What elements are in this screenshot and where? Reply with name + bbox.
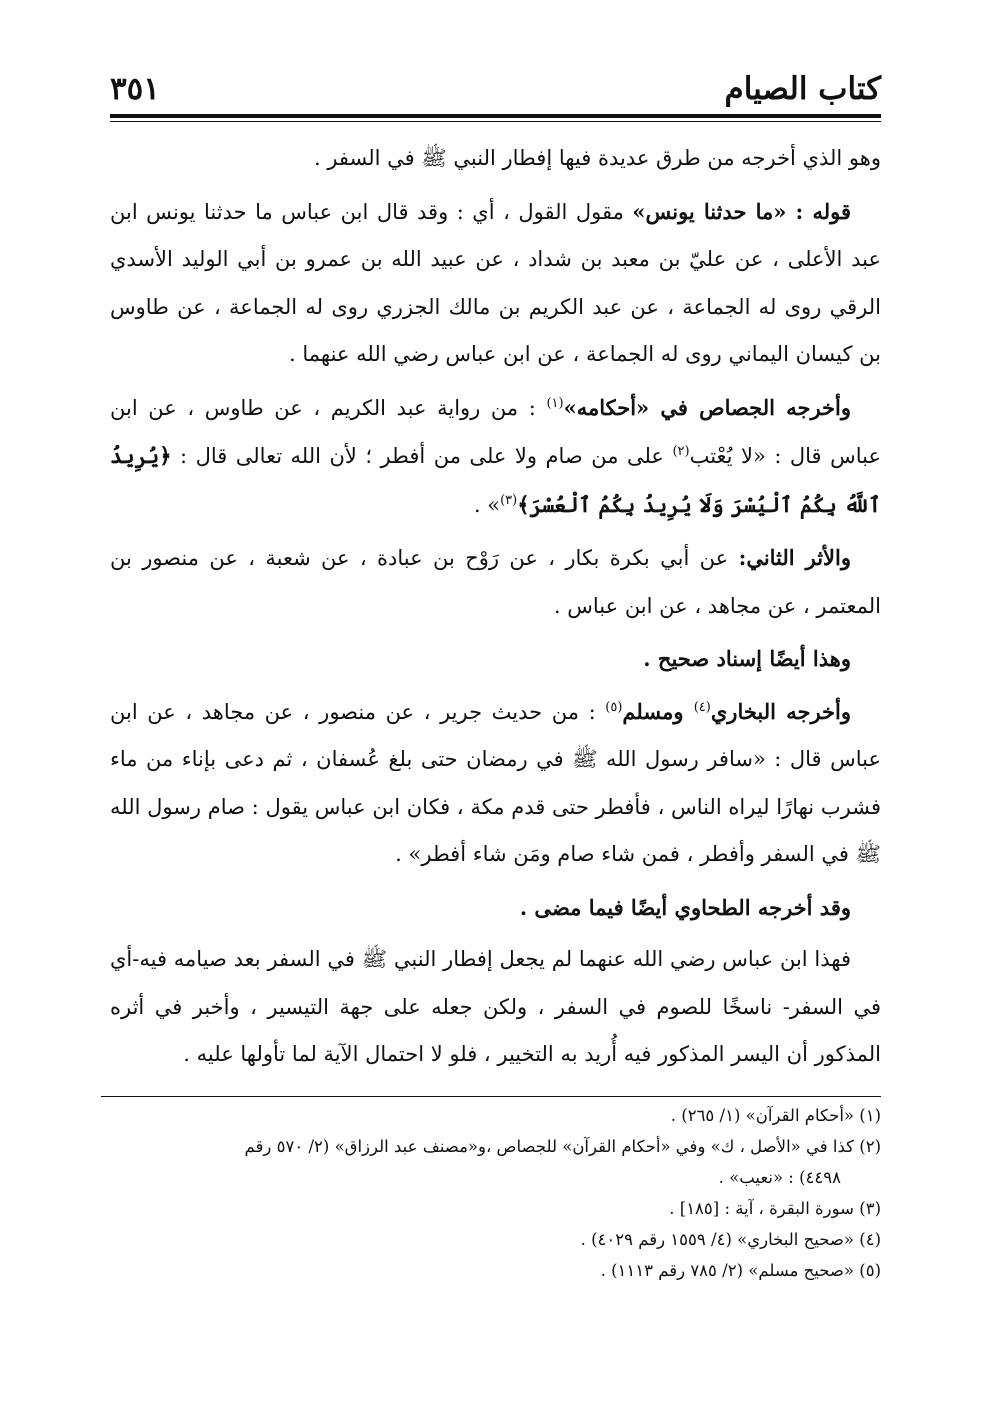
paragraph xyxy=(110,135,881,183)
paragraph-text: على من صام ولا على من أفطر ؛ لأن الله تعالى قال : xyxy=(171,444,673,468)
paragraph-text: فهذا ابن عباس رضي الله عنهما لم يجعل إفطار النبي ﷺ في السفر بعد صيامه فيه-أي في السفر- ناسخًا للصوم في السفر ، ولكن جعله على جهة التيسير ، وأخبر في أثره المذكور أن اليسر المذكور فيه أُريد به التخيير ، فلو لا احتمال الآية لما تأولها عليه . xyxy=(110,947,881,1066)
running-title: كتاب الصيام xyxy=(724,71,881,107)
paragraph-text: : من حديث جرير ، عن منصور ، عن مجاهد ، عن ابن عباس قال : «سافر رسول الله ﷺ في رمضان حتى بلغ عُسفان ، ثم دعى بإناء من ماء فشرب نهارًا ليراه الناس ، فأفطر حتى قدم مكة ، فكان ابن عباس يقول : صام رسول الله ﷺ في السفر وأفطر ، فمن شاء صام ومَن شاء أفطر» . xyxy=(110,699,881,866)
heading-text: وقد أخرجه الطحاوي أيضًا فيما مضى . xyxy=(519,894,851,920)
paragraph-lead: وأخرجه الجصاص في «أحكامه» xyxy=(563,394,851,420)
footnote: (١) «أحكام القرآن» (١/ ٢٦٥) . xyxy=(670,1106,881,1125)
footnote: (٥) «صحيح مسلم» (٢/ ٧٨٥ رقم ١١١٣) . xyxy=(600,1261,881,1280)
footnote-mark: (٥) xyxy=(605,699,623,715)
section-heading xyxy=(110,635,881,683)
paragraph xyxy=(110,688,881,879)
footnote: (٢) كذا في «الأصل ، ك» وفي «أحكام القرآن» للجصاص ،و«مصنف عبد الرزاق» (٢/ ٥٧٠ رقم xyxy=(244,1137,881,1156)
header-rule-thick xyxy=(110,114,881,118)
paragraph xyxy=(110,936,881,1079)
page-number: ٣٥١ xyxy=(110,71,160,107)
footnote-mark: (٤) xyxy=(693,699,711,715)
paragraph-lead: والأثر الثاني: xyxy=(738,545,852,570)
paragraph-text: » . xyxy=(473,492,501,517)
footnote-mark: (١) xyxy=(546,395,564,411)
footnote: (٣) سورة البقرة ، آية : [١٨٥] . xyxy=(669,1199,881,1218)
footnotes xyxy=(110,1100,881,1286)
paragraph-text: عن أبي بكرة بكار ، عن رَوْح بن عبادة ، عن شعبة ، عن منصور بن المعتمر ، عن مجاهد ، عن ابن عباس . xyxy=(110,546,881,618)
main-text xyxy=(110,135,881,1084)
heading-text: وهذا أيضًا إسناد صحيح . xyxy=(643,646,851,671)
section-heading xyxy=(110,884,881,932)
paragraph xyxy=(110,188,881,379)
header-rule-thin xyxy=(110,121,881,122)
paragraph xyxy=(110,384,881,530)
paragraph xyxy=(110,534,881,630)
footnote: (٤) «صحيح البخاري» (٤/ ١٥٥٩ رقم ٤٠٢٩) . xyxy=(580,1230,881,1249)
paragraph-lead: قوله : «ما حدثنا يونس» xyxy=(632,198,851,224)
footnote-continuation: ٤٤٩٨) : «نعيب» . xyxy=(718,1168,841,1187)
paragraph-lead: ومسلم xyxy=(622,698,694,724)
footnote-mark: (٣) xyxy=(500,492,518,508)
paragraph-text: : من رواية عبد الكريم ، عن طاوس ، عن ابن عباس قال : «لا يُعْتب xyxy=(110,395,881,468)
footnote-separator xyxy=(101,1096,881,1097)
page-header xyxy=(110,66,881,112)
paragraph-text: وهو الذي أخرجه من طرق عديدة فيها إفطار النبي ﷺ في السفر . xyxy=(313,146,881,170)
quran-verse: ﴿يُرِيدُ ٱللَّهُ بِكُمُ ٱلْيُسْرَ وَلَا يُرِيدُ بِكُمُ ٱلْعُسْرَ﴾ xyxy=(110,443,881,517)
footnote-mark: (٢) xyxy=(672,444,690,459)
paragraph-text: مقول القول ، أي : وقد قال ابن عباس ما حدثنا يونس ابن عبد الأعلى ، عن عليّ بن معبد بن شداد ، عن عبيد الله بن عمرو بن أبي الوليد الأسدي الرقي روى له الجماعة ، عن عبد الكريم بن مالك الجزري روى له الجماعة ، عن طاوس بن كيسان اليماني روى له الجماعة ، عن ابن عباس رضي الله عنهما . xyxy=(110,199,881,366)
paragraph-lead: وأخرجه البخاري xyxy=(710,698,851,724)
